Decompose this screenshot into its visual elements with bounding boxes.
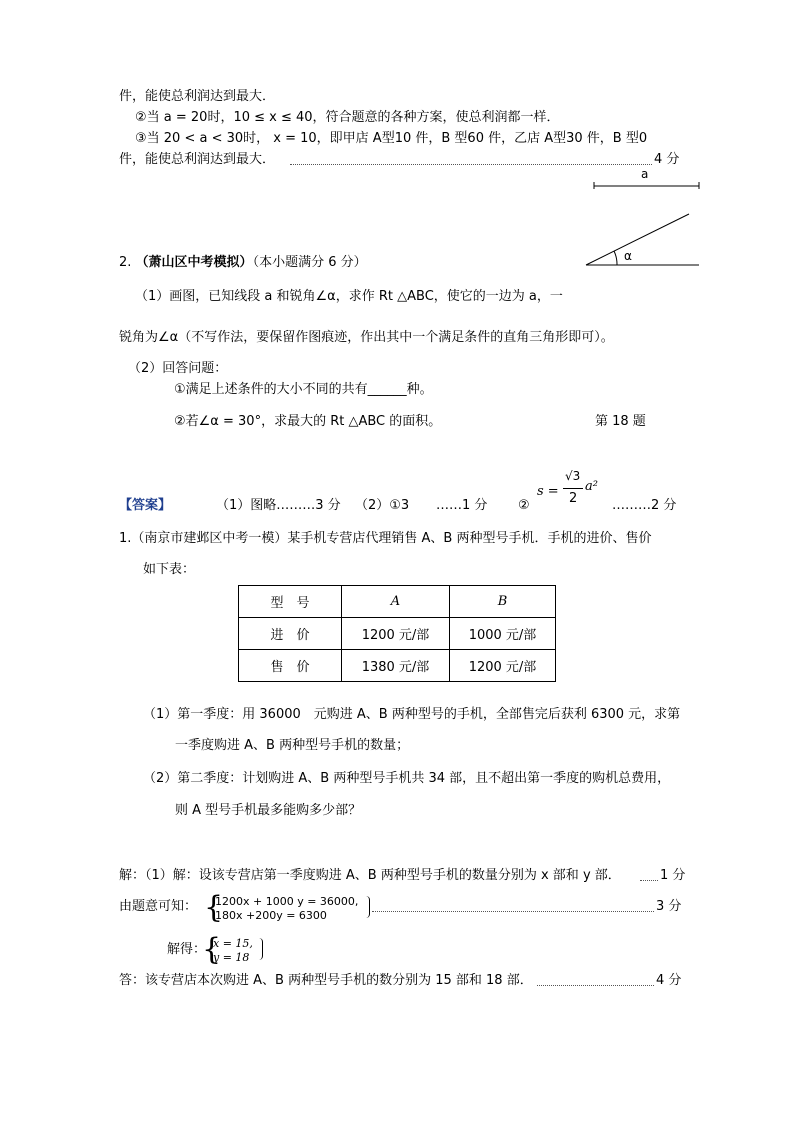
text-line: 则 A 型号手机最多能购多少部？ (175, 803, 362, 818)
table-header-row (239, 586, 556, 618)
score-label: 4 分 (654, 152, 680, 167)
solution-label: 解得： (167, 942, 207, 957)
answer-tag: 【答案】 (119, 498, 172, 513)
table-cell: 1000 元/部 (450, 618, 556, 650)
equation-1: 1200x + 1000 y = 36000, (215, 895, 359, 908)
formula-a-squared: a² (585, 479, 598, 494)
dotted-leader (640, 880, 658, 881)
table-cell: 进 价 (239, 618, 342, 650)
angle-arc (614, 251, 617, 265)
text-line: 如下表： (143, 562, 196, 577)
text-line: 1.（南京市建邺区中考一模）某手机专营店代理销售 A、B 两种型号手机．手机的进价、售价 (119, 531, 652, 546)
table-header: 型 号 (239, 586, 342, 618)
table-cell: 1200 元/部 (342, 618, 450, 650)
table-header: A (342, 586, 450, 618)
question-source: （萧山区中考模拟） (135, 255, 253, 270)
solution-label: 由题意可知： (119, 899, 198, 914)
equation-2: 180x +200y = 6300 (215, 909, 327, 922)
figure-caption: 第 18 题 (595, 414, 646, 429)
text-line: ③当 20 < a < 30时， x = 10，即甲店 A型10 件，B 型60 件，乙店 A型30 件，B 型0 (135, 131, 648, 146)
angle-label: α (624, 249, 632, 263)
answer-part1: （1）图略………3 分 (216, 498, 341, 513)
segment-label: a (641, 167, 649, 181)
price-table (238, 585, 556, 682)
given-figure (580, 172, 710, 272)
answer-part3-marker: ② (518, 498, 530, 513)
question-number: 2. (119, 255, 132, 270)
table-cell: 1200 元/部 (450, 650, 556, 682)
question-heading (119, 254, 367, 272)
formula-denominator: 2 (569, 491, 578, 506)
table-row (239, 650, 556, 682)
brace-right (366, 896, 370, 918)
text-line: 件，能使总利润达到最大． (119, 89, 276, 104)
solution-y: y = 18 (213, 951, 250, 964)
fraction-bar (563, 488, 583, 489)
answer-part3-score: ………2 分 (612, 498, 677, 513)
solution-line: 答：该专营店本次购进 A、B 两种型号手机的数分别为 15 部和 18 部． (119, 973, 533, 988)
formula-numerator: √3 (565, 469, 581, 483)
table-cell: 售 价 (239, 650, 342, 682)
text-line: ②若∠α = 30°，求最大的 Rt △ABC 的面积。 (174, 414, 442, 429)
text-line: 一季度购进 A、B 两种型号手机的数量； (175, 738, 410, 753)
text-line: （1）画图，已知线段 a 和锐角∠α，求作 Rt △ABC，使它的一边为 a，一 (135, 289, 563, 304)
dotted-leader (372, 911, 654, 912)
dotted-leader (290, 164, 652, 165)
score-label: 4 分 (656, 973, 682, 988)
table-row (239, 618, 556, 650)
text-line: （1）第一季度：用 36000 元购进 A、B 两种型号的手机，全部售完后获利 6300 元，求第 (143, 707, 681, 722)
answer-part2: （2）①3 (355, 498, 410, 513)
text-line: ①满足上述条件的大小不同的共有______种。 (174, 382, 433, 397)
solution-line: 解：（1）解：设该专营店第一季度购进 A、B 两种型号手机的数量分别为 x 部和 y 部． (119, 868, 621, 883)
angle-arm (586, 214, 689, 265)
formula-s: s = (537, 484, 559, 499)
question-points: （本小题满分 6 分） (252, 255, 367, 270)
brace-right (259, 938, 263, 960)
table-cell: 1380 元/部 (342, 650, 450, 682)
text-line: 件，能使总利润达到最大． (119, 152, 276, 167)
text-line: （2）回答问题： (128, 361, 228, 376)
brace-left: { (202, 932, 222, 967)
text-line: 锐角为∠α（不写作法，要保留作图痕迹，作出其中一个满足条件的直角三角形即可）。 (119, 330, 614, 345)
solution-x: x = 15, (213, 937, 253, 950)
brace-left: { (204, 890, 224, 925)
score-label: 1 分 (660, 868, 686, 883)
answer-part2-score: ……1 分 (436, 498, 488, 513)
text-line: （2）第二季度：计划购进 A、B 两种型号手机共 34 部，且不超出第一季度的购机总费用， (143, 771, 671, 786)
dotted-leader (537, 985, 654, 986)
text-line: ②当 a = 20时，10 ≤ x ≤ 40，符合题意的各种方案，使总利润都一样． (135, 110, 560, 125)
score-label: 3 分 (656, 899, 682, 914)
table-header: B (450, 586, 556, 618)
